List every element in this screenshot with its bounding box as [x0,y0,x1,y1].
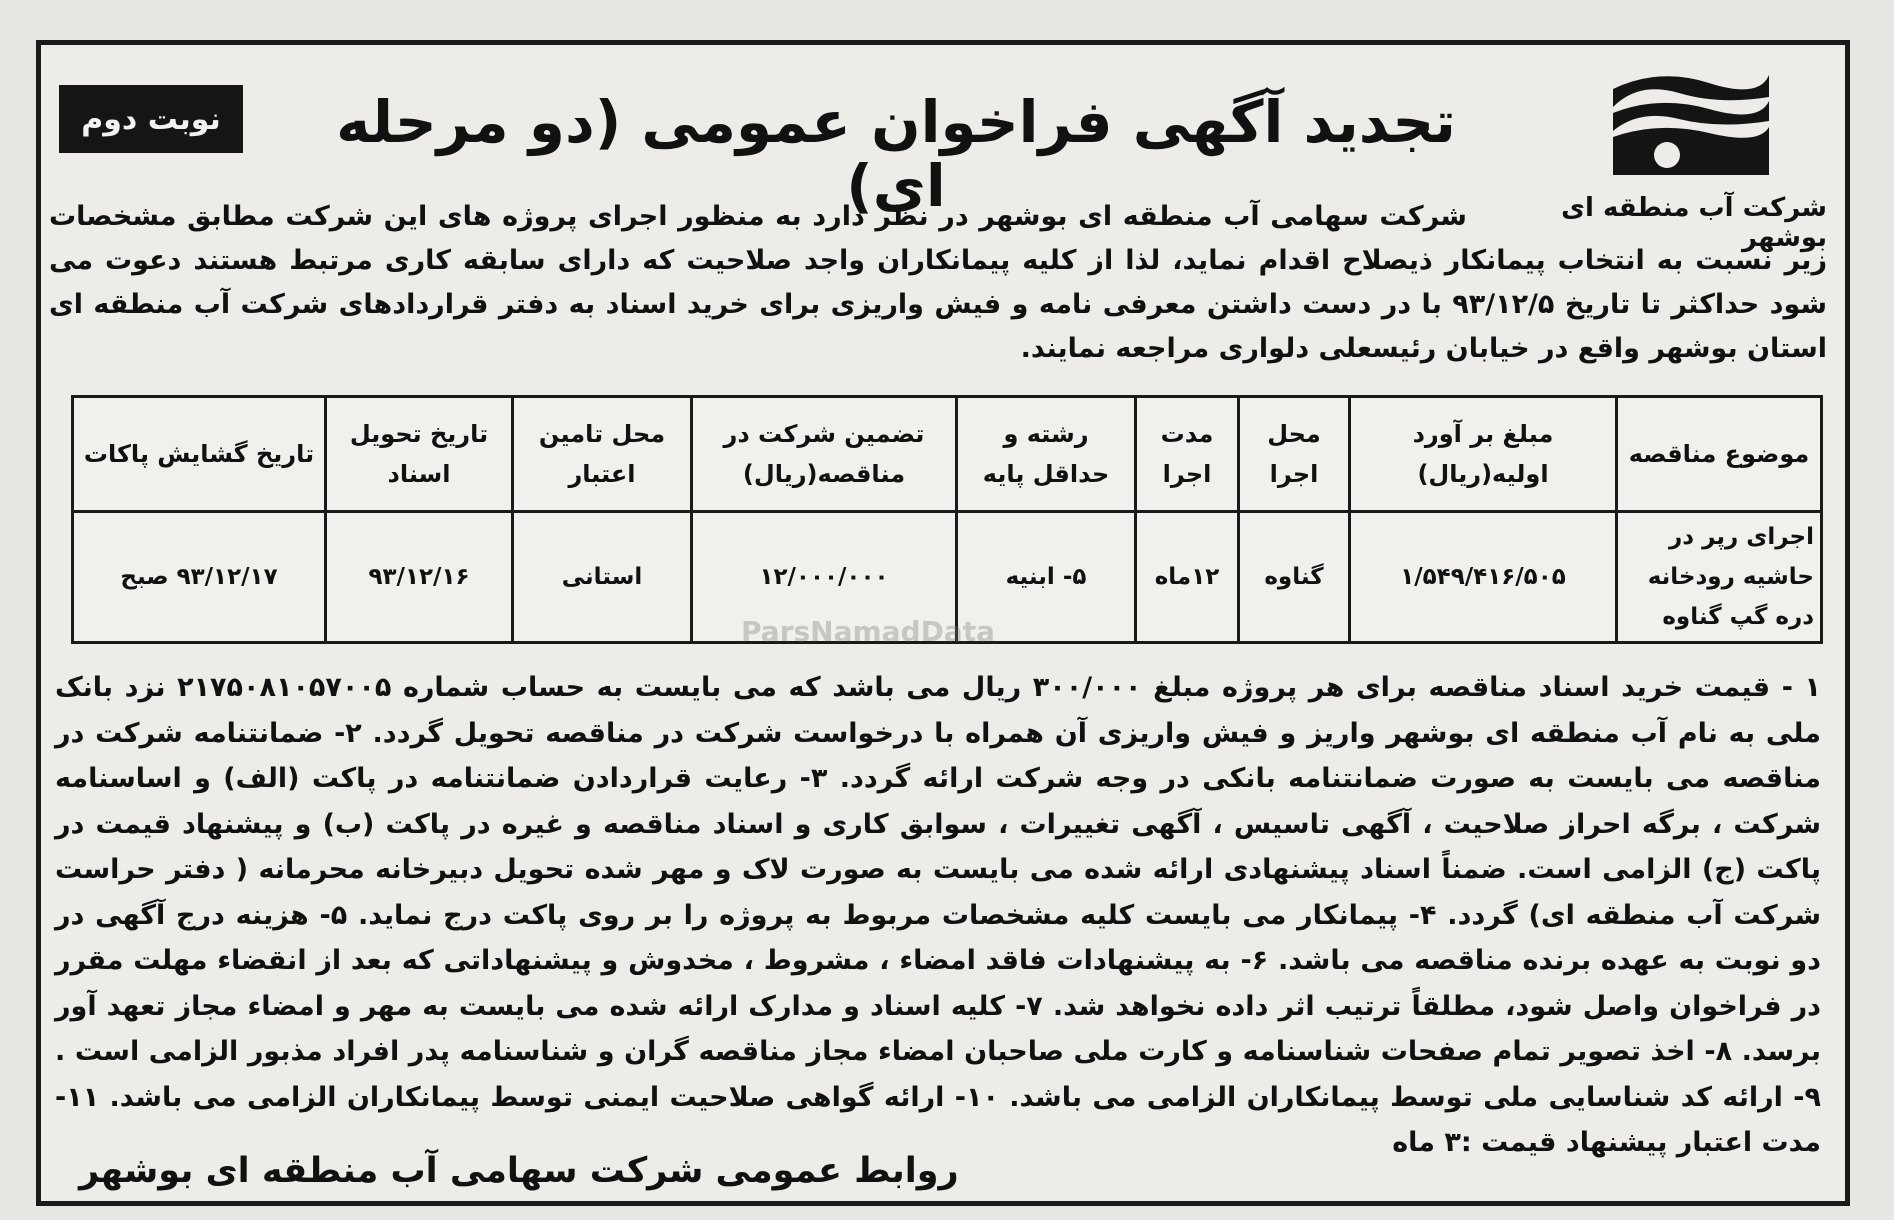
round-badge: نوبت دوم [59,85,243,153]
col-opening-date: تاریخ گشایش پاکات [73,397,326,512]
water-company-logo-icon [1599,63,1775,183]
col-duration: مدت اجرا [1136,397,1239,512]
col-guarantee: تضمین شرکت در مناقصه(ریال) [692,397,957,512]
cell-subject: اجرای رپر در حاشیه رودخانه دره گپ گناوه [1617,512,1822,643]
table-header-row [73,397,1822,512]
cell-guarantee: ۱۲/۰۰۰/۰۰۰ [692,512,957,643]
tender-table [71,395,1823,644]
col-subject: موضوع مناقصه [1617,397,1822,512]
company-name: شرکت آب منطقه ای بوشهر [1561,193,1827,253]
cell-delivery-date: ۹۳/۱۲/۱۶ [326,512,513,643]
tender-notice [36,40,1850,1206]
page-title: تجدید آگهی فراخوان عمومی (دو مرحله ای) [336,88,1456,220]
signature-line: روابط عمومی شرکت سهامی آب منطقه ای بوشهر [79,1151,959,1191]
col-funding: محل تامین اعتبار [513,397,692,512]
terms-paragraph: ۱ - قیمت خرید اسناد مناقصه برای هر پروژه مبلغ ۳۰۰/۰۰۰ ریال می باشد که می بایست به حساب شماره ۲۱۷۵۰۸۱۰۵۷۰۰۵ نزد بانک ملی به نام آب منطقه ای بوشهر واریز و فیش واریزی آن همراه با درخواست شرکت در مناقصه تحویل گردد. ۲- ضمانتنامه شرکت در مناقصه می بایست به صورت ضمانتنامه بانکی در وجه شرکت ارائه گردد. ۳- رعایت قراردادن ضمانتنامه در پاکت (الف) و اساسنامه شرکت ، برگه احراز صلاحیت ، آگهی تاسیس ، آگهی تغییرات ، سوابق کاری و اسناد مناقصه و غیره در پاکت (ب) و پیشنهاد قیمت در پاکت (ج) الزامی است. ضمناً اسناد پیشنهادی ارائه شده می بایست به صورت لاک و مهر شده تحویل دبیرخانه محرمانه ( دفتر حراست شرکت آب منطقه ای) گردد. ۴- پیمانکار می بایست کلیه مشخصات مربوط به پروژه را بر روی پاکت درج نماید. ۵- هزینه درج آگهی در دو نوبت به عهده برنده مناقصه می باشد. ۶- به پیشنهادات فاقد امضاء ، مشروط ، مخدوش و پیشنهاداتی که بعد از انقضاء مهلت مقرر در فراخوان واصل شود، مطلقاً ترتیب اثر داده نخواهد شد. ۷- کلیه اسناد و مدارک ارائه شده می بایست به مهر و امضاء مجاز تعهد آور برسد. ۸- اخذ تصویر تمام صفحات شناسنامه و کارت ملی صاحبان امضاء مجاز مناقصه گران و شناسنامه پدر افراد مذبور الزامی است . ۹- ارائه کد شناسایی ملی توسط پیمانکاران الزامی می باشد. ۱۰- ارائه گواهی صلاحیت ایمنی توسط پیمانکاران الزامی می باشد. ۱۱- مدت اعتبار پیشنهاد قیمت :۳ ماه [55,672,1822,1158]
cell-funding: استانی [513,512,692,643]
col-field-grade: رشته و حداقل پایه [957,397,1136,512]
watermark-text: ParsNamadData [741,615,995,648]
col-location: محل اجرا [1239,397,1350,512]
cell-opening-date: ۹۳/۱۲/۱۷ صبح [73,512,326,643]
cell-duration: ۱۲ماه [1136,512,1239,643]
col-delivery-date: تاریخ تحویل اسناد [326,397,513,512]
intro-paragraph: شرکت سهامی آب منطقه ای بوشهر در نظر دارد به منظور اجرای پروژه های این شرکت مطابق مشخصات زیر نسبت به انتخاب پیمانکار ذیصلاح اقدام نماید، لذا از کلیه پیمانکاران واجد صلاحیت که دارای سابقه کاری مرتبط هستند دعوت می شود حداکثر تا تاریخ ۹۳/۱۲/۵ با در دست داشتن معرفی نامه و فیش واریزی برای خرید اسناد به دفتر قراردادهای شرکت آب منطقه ای استان بوشهر واقع در خیابان رئیسعلی دلواری مراجعه نمایند. [49,201,1827,364]
cell-location: گناوه [1239,512,1350,643]
cell-estimate: ۱/۵۴۹/۴۱۶/۵۰۵ [1350,512,1617,643]
cell-field-grade: ۵- ابنیه [957,512,1136,643]
col-estimate: مبلغ بر آورد اولیه(ریال) [1350,397,1617,512]
